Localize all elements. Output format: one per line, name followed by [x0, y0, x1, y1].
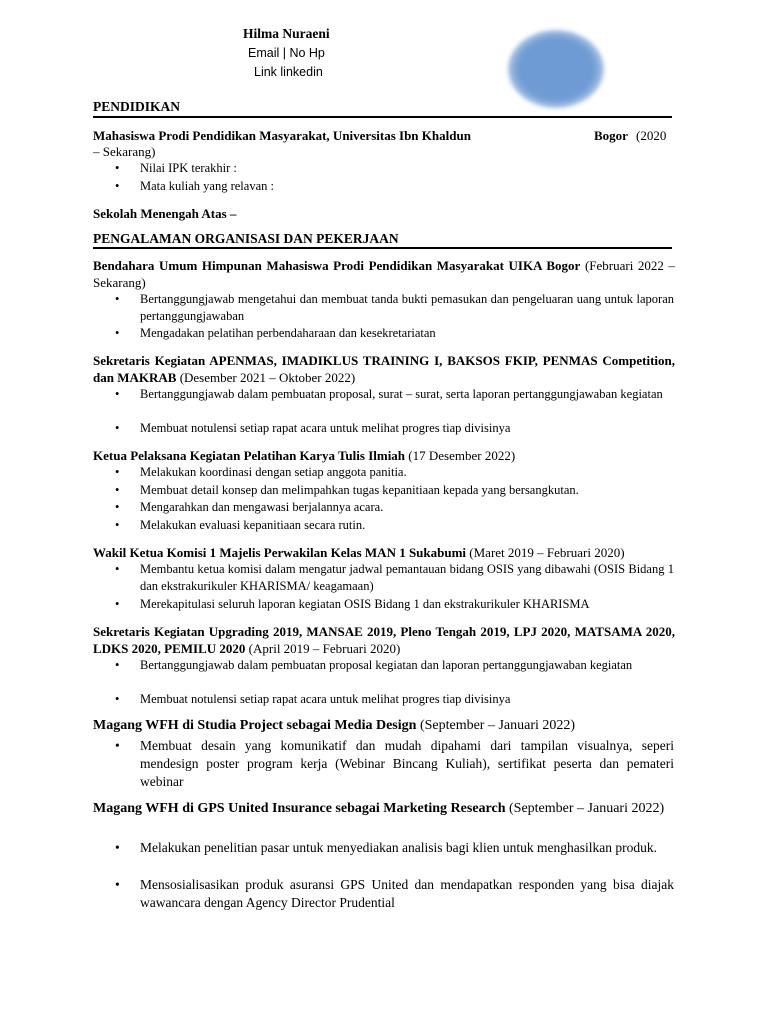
- education-entry-school: Sekolah Menengah Atas –: [93, 206, 237, 221]
- education-entry-title: Mahasiswa Prodi Pendidikan Masyarakat, Universitas Ibn Khaldun: [93, 128, 471, 143]
- education-entry-city: Bogor: [594, 128, 628, 143]
- contact-line: Email | No Hp: [248, 46, 325, 60]
- experience-entry: Magang WFH di GPS United Insurance sebagai Marketing Research (September – Januari 2022): [93, 801, 665, 816]
- experience-entry: Ketua Pelaksana Kegiatan Pelatihan Karya Tulis Ilmiah (17 Desember 2022): [93, 448, 516, 463]
- linkedin-line: Link linkedin: [254, 65, 323, 79]
- applicant-name: Hilma Nuraeni: [243, 26, 330, 41]
- education-entry-date-end: – Sekarang): [93, 144, 156, 159]
- experience-entry: Sekretaris Kegiatan APENMAS, IMADIKLUS TRAINING I, BAKSOS FKIP, PENMAS Competition, dan MAKRAB (Desember 2021 – Oktober 2022): [93, 353, 675, 385]
- profile-photo-placeholder: [508, 30, 604, 108]
- section-divider: [93, 116, 672, 118]
- experience-entry: Magang WFH di Studia Project sebagai Media Design (September – Januari 2022): [93, 718, 576, 733]
- section-divider: [93, 247, 672, 249]
- experience-entry: Wakil Ketua Komisi 1 Majelis Perwakilan Kelas MAN 1 Sukabumi (Maret 2019 – Februari 2020): [93, 545, 625, 560]
- experience-entry: Bendahara Umum Himpunan Mahasiswa Prodi Pendidikan Masyarakat UIKA Bogor (Februari 2022 – Sekarang): [93, 258, 676, 290]
- experience-heading: PENGALAMAN ORGANISASI DAN PEKERJAAN: [93, 231, 399, 246]
- education-heading: PENDIDIKAN: [93, 99, 181, 114]
- experience-entry: Sekretaris Kegiatan Upgrading 2019, MANSAE 2019, Pleno Tengah 2019, LPJ 2020, MATSAMA 2020, LDKS 2020, PEMILU 2020 (April 2019 – Februari 2020): [93, 624, 675, 656]
- education-entry-date-start: (2020: [636, 128, 667, 143]
